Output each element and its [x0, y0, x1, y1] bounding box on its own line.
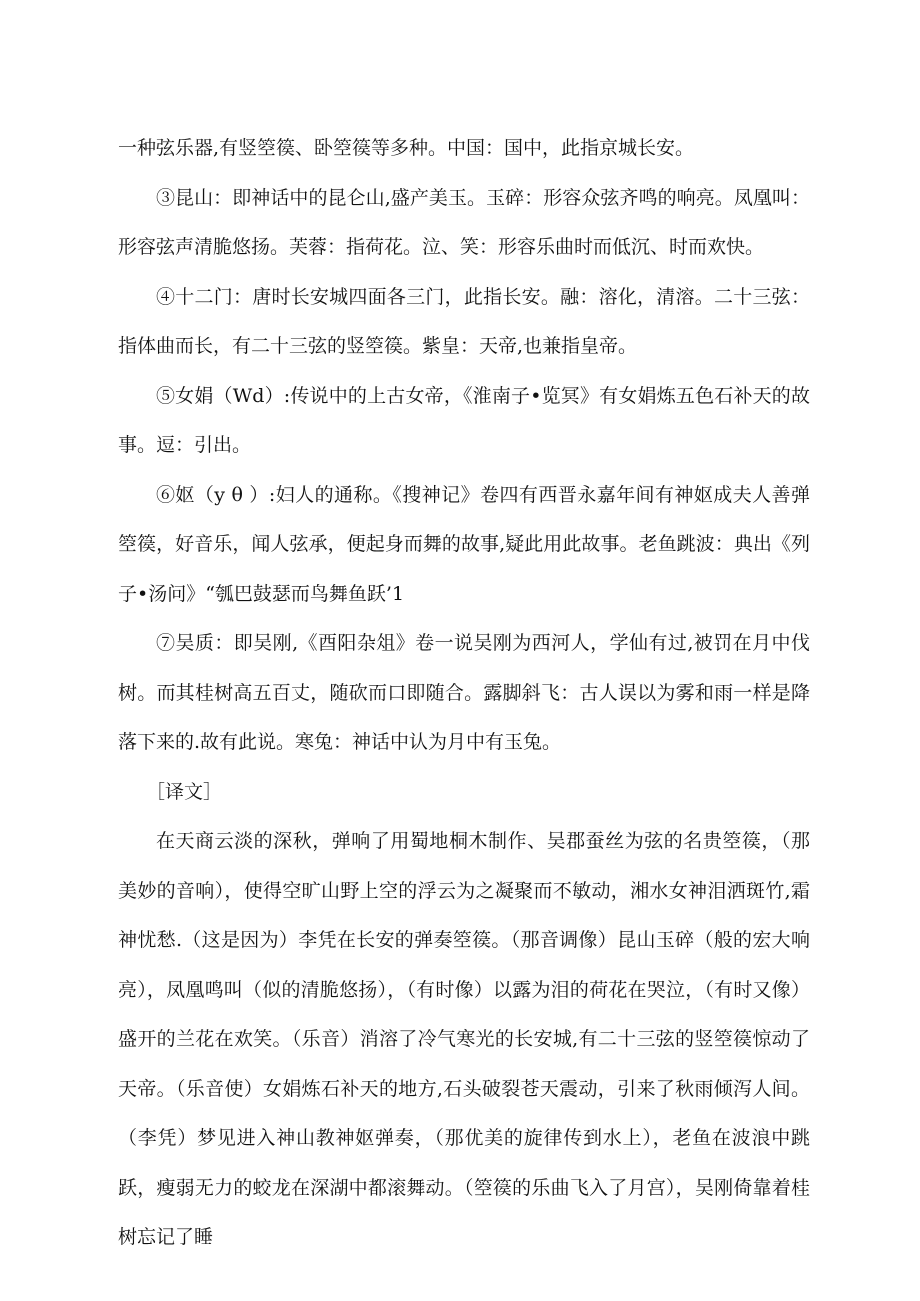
note-4: ④十二门：唐时长安城四面各三门，此指长安。融：溶化，清溶。二十三弦：指体曲而长，有二十三弦的竖箜篌。紫皇：天帝,也兼指皇帝。	[118, 285, 810, 357]
paragraph-continuation: 一种弦乐器,有竖箜篌、卧箜篌等多种。中国：国中，此指京城长安。	[118, 137, 695, 159]
note-7: ⑦吴质：即吴刚,《酉阳杂俎》卷一说吴刚为西河人，学仙有过,被罚在月中伐树。而其桂树高五百丈，随砍而口即随合。露脚斜飞：古人误以为雾和雨一样是降落下来的.故有此说。寒兔：神话中认为月中有玉兔。	[118, 632, 810, 753]
section-heading-translation: ［译文］	[146, 780, 223, 803]
note-5: ⑤女娟（Wd）:传说中的上古女帝，《淮南子•览冥》有女娟炼五色石补天的故事。逗：引出。	[118, 384, 810, 456]
note-6: ⑥妪（y θ ）:妇人的通称。《搜神记》卷四有西晋永嘉年间有神妪成夫人善弹箜篌，好音乐，闻人弦承，便起身而舞的故事,疑此用此故事。老鱼跳波：典出《列子•汤问》“瓠巴鼓瑟而鸟舞鱼跃’1	[118, 483, 810, 605]
note-3: ③昆山：即神话中的昆仑山,盛产美玉。玉碎：形容众弦齐鸣的响亮。凤凰叫：形容弦声清脆悠扬。芙蓉：指荷花。泣、笑：形容乐曲时而低沉、时而欢快。	[118, 186, 810, 258]
translation-paragraph: 在天商云淡的深秋，弹响了用蜀地桐木制作、吴郡蚕丝为弦的名贵箜篌，（那美妙的音响），使得空旷山野上空的浮云为之凝聚而不敏动，湘水女神泪洒斑竹,霜神忧愁.（这是因为）李凭在长安的弹奏箜篌。（那音调像）昆山玉碎（般的宏大响亮），凤凰鸣叫（似的清脆悠扬），（有时像）以露为泪的荷花在哭泣，（有时又像）盛开的兰花在欢笑。（乐音）消溶了冷气寒光的长安城,有二十三弦的竖箜篌惊动了天帝。（乐音使）女娟炼石补天的地方,石头破裂苍天震动，引来了秋雨倾泻人间。（李凭）梦见进入神山教神妪弹奏，（那优美的旋律传到水上），老鱼在波浪中跳跃，瘦弱无力的蛟龙在深湖中都滚舞动。（箜篌的乐曲飞入了月宫），吴刚倚靠着桂树忘记了睡	[118, 830, 810, 1248]
